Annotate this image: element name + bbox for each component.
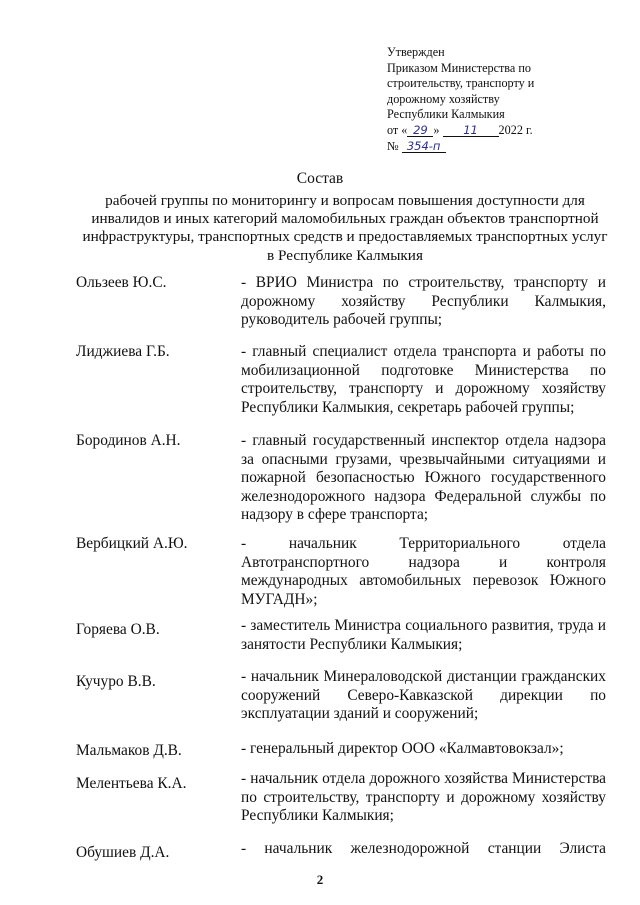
document-subtitle: рабочей группы по мониторингу и вопросам повышения доступности для инвалидов и иных категорий маломобильных граждан объектов транспортной инфраструктуры, транспортных средств и предоставляемых транспортных услуг в Республике Калмыкия	[82, 192, 608, 264]
member-role: - начальник Территориального отдела Автотранспортного надзора и контроля международных автомобильных перевозок Южного МУГАДН»;	[241, 535, 606, 608]
member-role: - главный государственный инспектор отдела надзора за опасными грузами, чрезвычайными ситуациями и пожарной безопасностью Южного государственного железнодорожного надзора Федеральной службы по надзору в сфере транспорта;	[241, 432, 606, 524]
member-name: Горяева О.В.	[76, 621, 160, 638]
date-prefix: от «	[387, 122, 408, 137]
number-prefix: №	[387, 138, 399, 153]
approval-line: Республики Калмыкия	[387, 107, 505, 122]
member-name: Мелентьева К.А.	[76, 775, 187, 792]
page-number: 2	[316, 872, 324, 887]
member-name: Кучуро В.В.	[76, 673, 156, 690]
member-name: Ользеев Ю.С.	[76, 274, 167, 291]
member-role: - начальник Минераловодской дистанции гражданских сооружений Северо-Кавказской дирекции по эксплуатации зданий и сооружений;	[241, 668, 606, 723]
date-mid: »	[433, 122, 440, 137]
approval-date	[387, 123, 587, 139]
member-name: Обушиев Д.А.	[76, 844, 170, 861]
approval-line: строительству, транспорту и	[387, 76, 535, 91]
member-name: Вербицкий А.Ю.	[76, 535, 188, 552]
document-title: Состав	[296, 170, 344, 187]
approval-line: дорожному хозяйству	[387, 91, 500, 106]
member-role: - начальник железнодорожной станции Элиста	[241, 840, 606, 857]
number-value: 354-п	[402, 140, 446, 153]
approval-stamp	[387, 45, 587, 154]
member-name: Бородинов А.Н.	[76, 432, 181, 449]
approval-number	[387, 139, 587, 155]
member-role: - заместитель Министра социального развития, труда и занятости Республики Калмыкия;	[241, 617, 606, 653]
date-year: 2022 г.	[498, 122, 533, 137]
member-role: - главный специалист отдела транспорта и работы по мобилизационной подготовке Министерства по строительству, транспорту и дорожному хозяйству Республики Калмыкия, секретарь рабочей группы;	[241, 343, 606, 416]
date-month: 11	[443, 124, 499, 137]
member-name: Мальмаков Д.В.	[76, 742, 182, 759]
member-role: - генеральный директор ООО «Калмавтовокзал»;	[241, 740, 564, 757]
member-name: Лиджиева Г.Б.	[76, 343, 170, 360]
approval-line: Приказом Министерства по	[387, 60, 531, 75]
member-role: - начальник отдела дорожного хозяйства Министерства по строительству, транспорту и дорожному хозяйству Республики Калмыкия;	[241, 770, 606, 825]
member-role: - ВРИО Министра по строительству, транспорту и дорожному хозяйству Республики Калмыкия, руководитель рабочей группы;	[241, 274, 606, 329]
approval-line: Утвержден	[387, 45, 445, 59]
date-day: 29	[407, 124, 433, 137]
